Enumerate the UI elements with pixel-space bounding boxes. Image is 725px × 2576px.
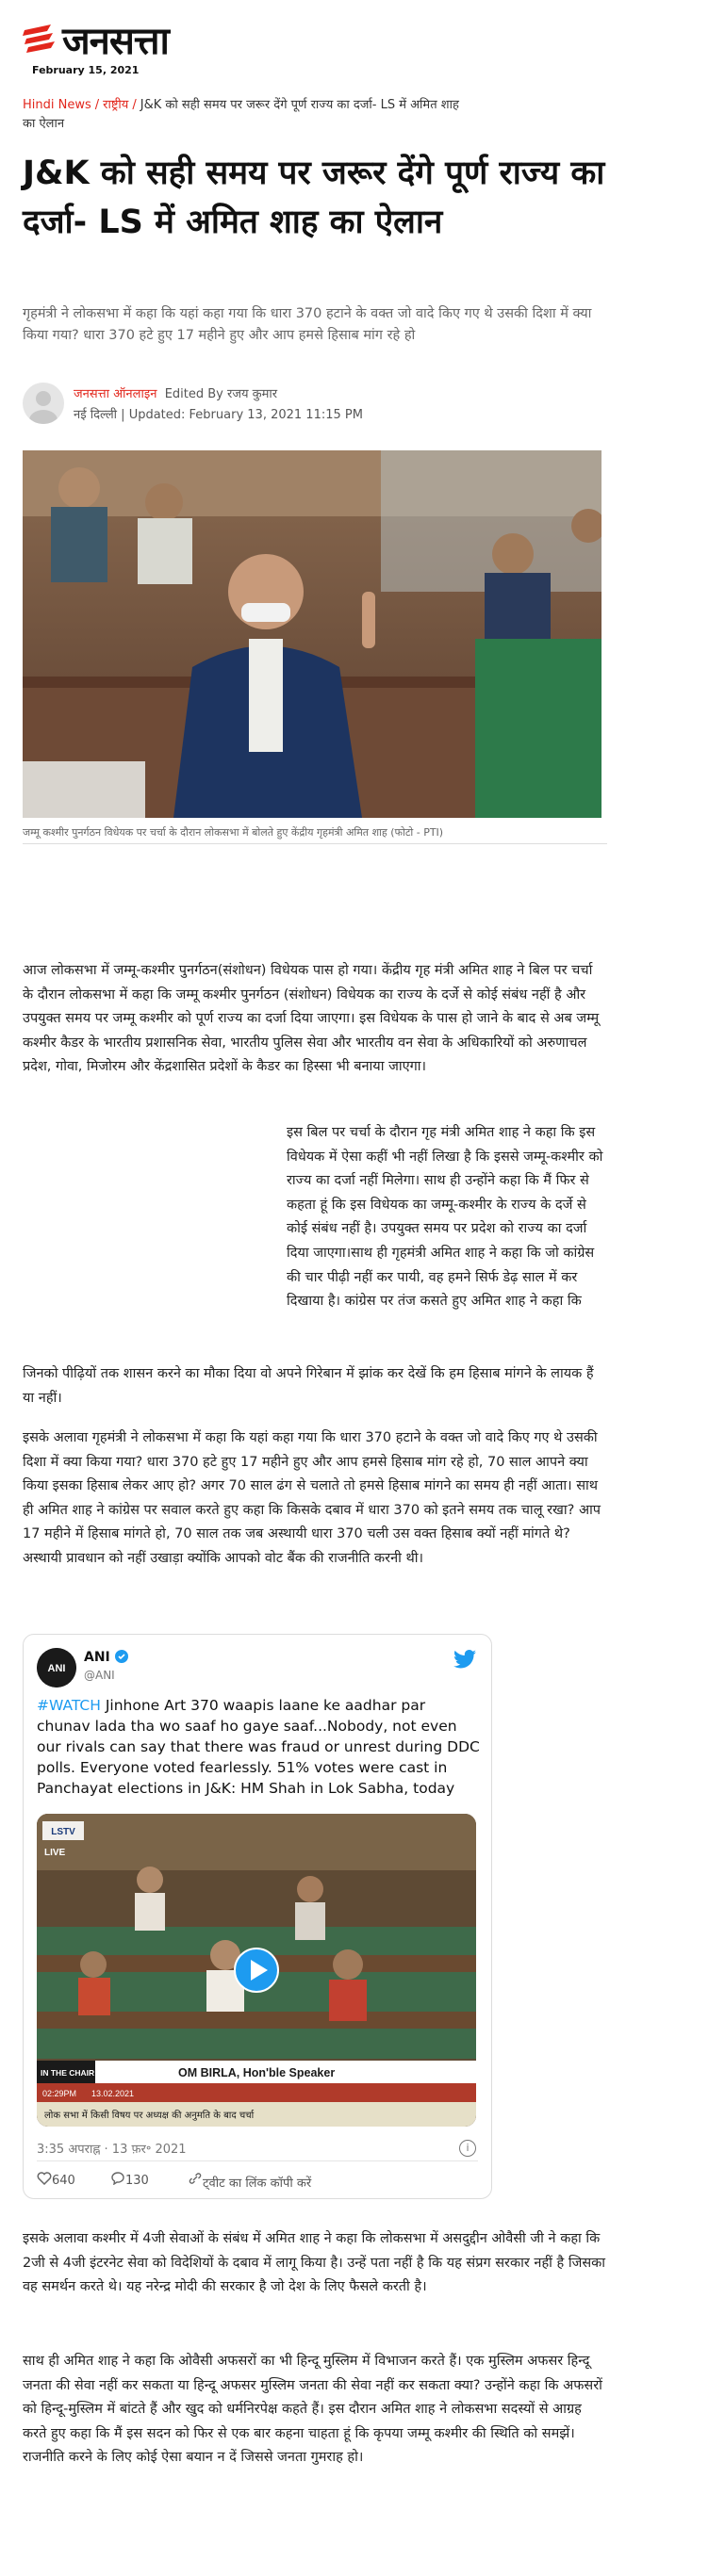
info-icon[interactable]: i: [459, 2140, 476, 2157]
play-button-icon[interactable]: [234, 1948, 279, 1993]
tweet-author-name-text: ANI: [84, 1650, 110, 1665]
svg-text:ANI: ANI: [47, 1663, 66, 1674]
masthead: [23, 19, 334, 76]
tweet-avatar[interactable]: [37, 1648, 76, 1687]
site-logo[interactable]: जनसत्ता: [62, 19, 169, 63]
logo-stripes-icon: [23, 24, 60, 57]
ani-logo-icon: [37, 1648, 76, 1687]
heart-icon: [37, 2172, 52, 2185]
verified-badge-icon: [115, 1650, 128, 1663]
author-link[interactable]: जनसत्ता ऑनलाइन: [74, 387, 157, 401]
article-summary: गृहमंत्री ने लोकसभा में कहा कि यहां कहा गया कि धारा 370 हटाने के वक्त जो वादे किए गए थे उसकी दिशा में क्या किया गया? धारा 370 हटे हुए 17 महीने हुए और आप हमसे हिसाब मांग रहे हो: [23, 306, 592, 343]
tweet-text: [37, 1695, 480, 1799]
author-avatar: [23, 383, 64, 424]
breadcrumb-home-link[interactable]: Hindi News: [23, 98, 91, 112]
article-paragraph: इसके अलावा कश्मीर में 4जी सेवाओं के संबंध में अमित शाह ने कहा कि लोकसभा में असदुद्दीन ओवैसी जी ने कहा कि 2जी से 4जी इंटरनेट सेवा को विदेशियों के दबाव में लागू किया है। उन्हें पता नहीं है कि यह संप्रग सरकार नहीं है जिसका वह समर्थन करते थे। यह नरेन्द्र मोदी की सरकार है जो देश के लिए फैसले करती है।: [23, 2231, 606, 2295]
tweet-video[interactable]: [37, 1814, 476, 2127]
svg-text:02:29PM: 02:29PM: [42, 2089, 77, 2098]
article-paragraph-continued: जिनको पीढ़ियों तक शासन करने का मौका दिया वो अपने गिरेबान में झांक कर देखें कि हम हिसाब मांगने के लायक हैं या नहीं।: [23, 1366, 594, 1406]
svg-text:13.02.2021: 13.02.2021: [91, 2089, 135, 2098]
copy-link-action[interactable]: [188, 2172, 312, 2191]
reply-count: 130: [125, 2174, 149, 2188]
tweet-body: Jinhone Art 370 waapis laane ke aadhar par chunav lada tha wo saaf ho gaye saaf...Nobody, not even our rivals can say that there was fraud or unrest during DDC polls. Everyone voted fearlessly. 51% votes were cast in Panchayat elections in J&K: HM Shah in Lok Sabha, today: [37, 1697, 480, 1797]
tweet-author-name[interactable]: [84, 1650, 128, 1665]
svg-text:लोक सभा में किसी विषय पर अध्यक: लोक सभा में किसी विषय पर अध्यक्ष की अनुमति के बाद चर्चा: [44, 2111, 255, 2121]
parliament-speaker-photo: [23, 450, 601, 818]
article-paragraph-indented: इस बिल पर चर्चा के दौरान गृह मंत्री अमित शाह ने कहा कि इस विधेयक में ऐसा कहीं भी नहीं लिखा है कि इससे जम्मू-कश्मीर को राज्य का दर्जा नहीं मिलेगा। साथ ही उन्होंने कहा कि मैं फिर से कहता हूं कि इस विधेयक का जम्मू-कश्मीर के राज्य के दर्जे से कोई संबंध नहीं है। उपयुक्त समय पर प्रदेश को राज्य का दर्जा दिया जाएगा।साथ ही गृहमंत्री अमित शाह ने कहा कि जो कांग्रेस की चार पीढ़ी नहीं कर पायी, वह हमने सिर्फ डेढ़ साल में कर दिखाया है। कांग्रेस पर तंज कसते हुए अमित शाह ने कहा कि: [287, 1125, 603, 1310]
twitter-bird-icon[interactable]: [453, 1650, 476, 1669]
link-icon: [188, 2172, 203, 2185]
article-paragraph: इसके अलावा गृहमंत्री ने लोकसभा में कहा कि यहां कहा गया कि धारा 370 हटाने के वक्त जो वादे किए गए थे उसकी दिशा में क्या किया गया? धारा 370 हटे हुए 17 महीने हुए और आप हमसे हिसाब मांग रहे हो, 70 साल आपने क्या किया इसका हिसाब लेकर आए हो? अगर 70 साल ढंग से चलाते तो हमसे हिसाब मांगने का समय ही नहीं आता। साथ ही अमित शाह ने कांग्रेस पर सवाल करते हुए कहा कि किसके दबाव में धारा 370 को इतने समय तक चालू रखा? आप 17 महीने में हिसाब मांगते हो, 70 साल तक जब अस्थायी धारा 370 चली उस वक्त हिसाब क्यों नहीं मांगते थे? अस्थायी प्रावधान को नहीं उखाड़ा क्योंकि आपको वोट बैंक की राजनीति करनी थी।: [23, 1430, 601, 1566]
breadcrumb-current-cont: का ऐलान: [23, 117, 65, 131]
svg-text:OM BIRLA, Hon'ble Speaker: OM BIRLA, Hon'ble Speaker: [178, 2066, 336, 2079]
breadcrumb-separator: /: [132, 98, 137, 112]
header-date: February 15, 2021: [32, 64, 140, 76]
byline: [23, 383, 607, 430]
reply-action[interactable]: [110, 2172, 149, 2188]
svg-text:IN THE CHAIR: IN THE CHAIR: [41, 2068, 95, 2078]
reply-bubble-icon: [110, 2172, 125, 2185]
breadcrumb: [23, 96, 588, 134]
tweet-timestamp[interactable]: 3:35 अपराह्न · 13 फ़र॰ 2021: [37, 2143, 187, 2157]
like-count: 640: [52, 2174, 75, 2188]
svg-text:LIVE: LIVE: [44, 1848, 66, 1858]
embedded-tweet[interactable]: [23, 1634, 492, 2199]
article-paragraph: आज लोकसभा में जम्मू-कश्मीर पुनर्गठन(संशोधन) विधेयक पास हो गया। केंद्रीय गृह मंत्री अमित शाह ने बिल पर चर्चा के दौरान लोकसभा में कहा कि जम्मू कश्मीर पुनर्गठन (संशोधन) विधेयक का राज्य के दर्जे से कोई संबंध नहीं है और उपयुक्त समय पर जम्मू कश्मीर को पूर्ण राज्य का दर्जा दिया जाएगा। इस विधेयक के पास हो जाने के बाद से अब जम्मू कश्मीर कैडर के भारतीय प्रशासनिक सेवा, भारतीय पुलिस सेवा और भारतीय वन सेवा के अधिकारियों को अरुणाचल प्रदेश, गोवा, मिजोरम और केंद्रशासित प्रदेशों के कैडर का हिस्सा भी बनाया जाएगा।: [23, 963, 600, 1075]
tweet-hashtag[interactable]: #WATCH: [37, 1697, 101, 1714]
tweet-handle[interactable]: @ANI: [84, 1669, 115, 1682]
svg-text:LSTV: LSTV: [51, 1827, 75, 1837]
copy-link-label: ट्वीट का लिंक कॉपी करें: [203, 2177, 312, 2191]
hero-image: [23, 450, 601, 818]
breadcrumb-current: J&K को सही समय पर जरूर देंगे पूर्ण राज्य का दर्जा- LS में अमित शाह: [140, 98, 459, 112]
breadcrumb-category-link[interactable]: राष्ट्रीय: [103, 98, 129, 112]
image-caption: जम्मू कश्मीर पुनर्गठन विधेयक पर चर्चा के दौरान लोकसभा में बोलते हुए केंद्रीय गृहमंत्री अमित शाह (फोटो - PTI): [23, 825, 607, 844]
like-action[interactable]: [37, 2172, 75, 2188]
article-headline: J&K को सही समय पर जरूर देंगे पूर्ण राज्य का दर्जा- LS में अमित शाह का ऐलान: [23, 155, 605, 241]
user-icon: [23, 383, 64, 424]
tweet-divider: [37, 2160, 478, 2161]
edited-by: Edited By रजय कुमार: [164, 387, 278, 401]
dateline: नई दिल्ली | Updated: February 13, 2021 11:15 PM: [74, 408, 363, 422]
tweet-actions: [37, 2170, 480, 2191]
breadcrumb-separator: /: [94, 98, 100, 112]
article-paragraph: साथ ही अमित शाह ने कहा कि ओवैसी अफसरों का भी हिन्दू मुस्लिम में विभाजन करते हैं। एक मुस्लिम अफसर हिन्दू जनता की सेवा नहीं कर सकता या हिन्दू अफसर मुस्लिम जनता की सेवा नहीं कर सकता क्या? उन्होंने कहा कि अफसरों को हिन्दू-मुस्लिम में बांटते हैं और खुद को धर्मनिरपेक्ष कहते हैं। इस दौरान अमित शाह ने लोकसभा सदस्यों से आग्रह करते हुए कहा कि मैं इस सदन को फिर से एक बार कहना चाहता हूं कि कृपया जम्मू कश्मीर की स्थिति को समझें। राजनीति करने के लिए कोई ऐसा बयान न दें जिससे जनता गुमराह हो।: [23, 2354, 602, 2466]
